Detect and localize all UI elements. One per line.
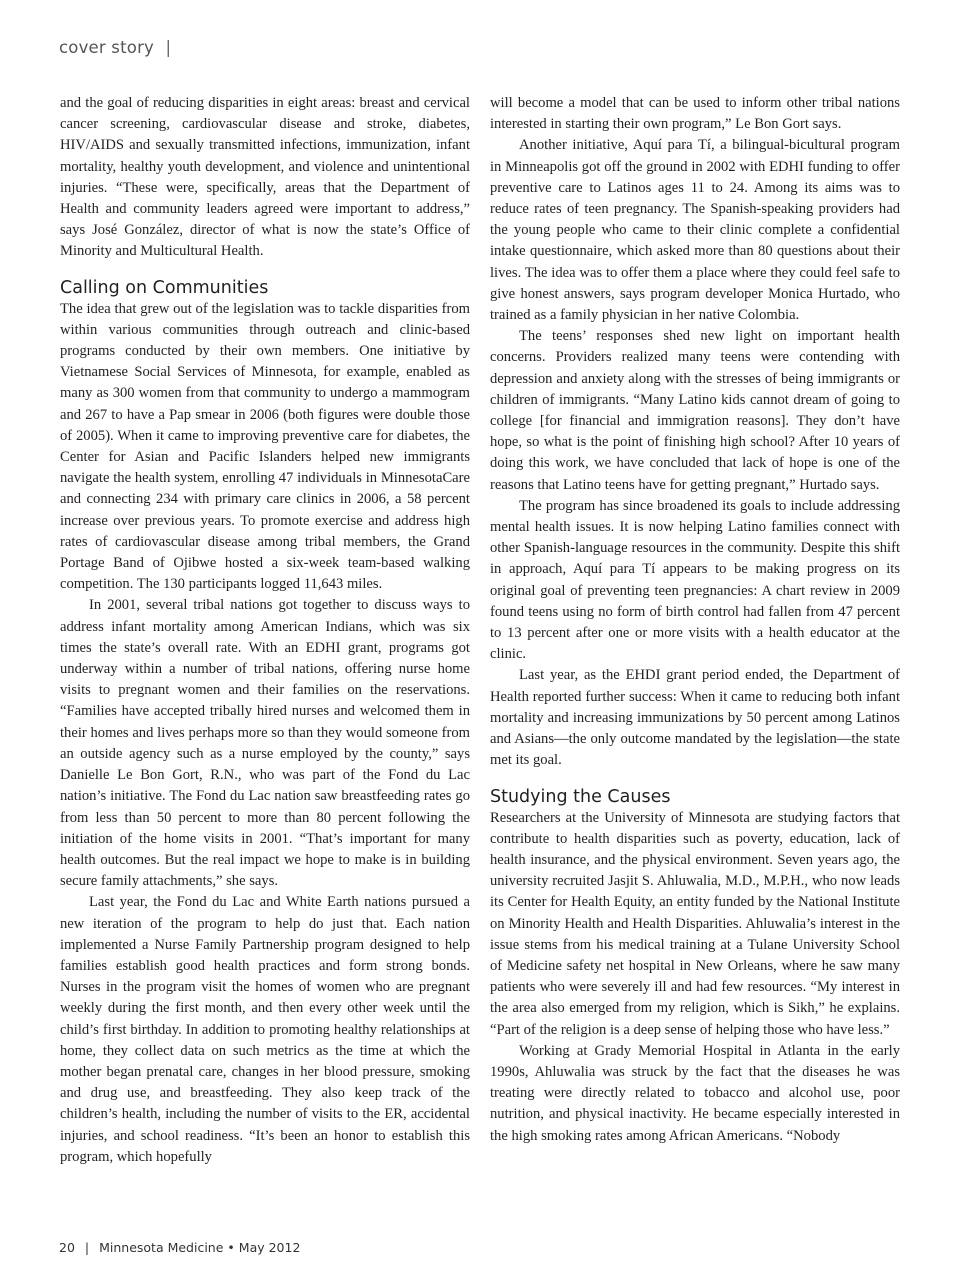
left-paragraph-4: Last year, the Fond du Lac and White Earth nations pursued a new iteration of the program to help do just that. Each nation implemented a Nurse Family Partnership program designed to help families establish good health practices and form strong bonds. Nurses in the program visit the homes of women who are pregnant weekly during the first month, and then every other week until the child’s first birthday. In addition to promoting healthy relationships at home, they collect data on such metrics as the time at which the mother began prenatal care, changes in her blood pressure, smoking and drug use, and breastfeeding. They also keep track of the children’s health, including the number of visits to the ER, accidental injuries, and school readiness. “It’s been an honor to establish this program, which hopefully [60, 894, 470, 1165]
left-paragraph-2: The idea that grew out of the legislation was to tackle disparities from within various communities through outreach and clinic-based programs conducted by their own members. One initiative by Vietnamese Social Services of Minnesota, for example, enabled as many as 300 women from that community to undergo a mammogram and 267 to have a Pap smear in 2006 (both figures were double those of 2005). When it came to improving preventive care for diabetes, the Center for Asian and Pacific Islanders helped new immigrants navigate the health system, enrolling 47 individuals in MinnesotaCare and connecting 234 with primary care clinics in 2006, a 58 percent increase over previous years. To promote exercise and address high rates of cardiovascular disease among tribal members, the Grand Portage Band of Ojibwe hosted a six-week team-based walking competition. The 130 participants logged 11,643 miles. [60, 300, 470, 593]
right-column [490, 93, 900, 1147]
page-number: 20 [59, 1240, 75, 1255]
footer-bullet: • [227, 1240, 235, 1255]
running-head-separator: | [165, 38, 172, 57]
right-paragraph-2: Another initiative, Aquí para Tí, a bilingual-bicultural program in Minneapolis got off the ground in 2002 with EDHI funding to offer preventive care to Latinos ages 11 to 24. Among its aims was to reduce rates of teen pregnancy. The Spanish-speaking providers had the young people who came to their clinic complete a confidential intake questionnaire, which asked more than 80 questions about their lives. The idea was to offer them a place where they could feel safe to give honest answers, says program developer Monica Hurtado, who trained as a family physician in her native Colombia. [490, 137, 900, 324]
page-footer [59, 1240, 300, 1255]
right-paragraph-7: Working at Grady Memorial Hospital in Atlanta in the early 1990s, Ahluwalia was struck by the fact that the diseases he was treating were directly related to tobacco and alcohol use, poor nutrition, and physical inactivity. He became especially interested in the high smoking rates among African Americans. “Nobody [490, 1042, 900, 1144]
right-paragraph-6: Researchers at the University of Minnesota are studying factors that contribute to health disparities such as poverty, education, lack of health insurance, and the physical environment. Seven years ago, the university recruited Jasjit S. Ahluwalia, M.D., M.P.H., who now leads its Center for Health Equity, an entity funded by the National Institute on Minority Health and Health Disparities. Ahluwalia’s interest in the issue stems from his medical training at a Tulane University School of Medicine safety net hospital in New Orleans, where he saw many patients who were severely ill and had few resources. “My interest in the area also emerged from my religion, which is Sikh,” he explains. “Part of the religion is a deep sense of helping those who have less.” [490, 809, 900, 1038]
right-paragraph-1: will become a model that can be used to inform other tribal nations interested in starting their own program,” Le Bon Gort says. [490, 95, 900, 133]
left-paragraph-3: In 2001, several tribal nations got together to discuss ways to address infant mortality among American Indians, which was six times the state’s overall rate. With an EDHI grant, programs got underway within a number of tribal nations, offering nurse home visits to pregnant women and their families on the reservations. “Families have accepted tribally hired nurses and welcomed them in their homes and lives perhaps more so than they would someone from an outside agency such as a nurse employed by the county,” says Danielle Le Bon Gort, R.N., who was part of the Fond du Lac nation’s initiative. The Fond du Lac nation saw breastfeeding rates go from less than 50 percent to more than 80 percent following the initiation of the home visits in 2001. “That’s important for many health outcomes. But the real impact we hope to make is in building secure family attachments,” she says. [60, 597, 470, 890]
right-paragraph-5: Last year, as the EHDI grant period ended, the Department of Health reported further success: When it came to reducing both infant mortality and increasing immunizations by 50 percent among Latinos and Asians—the only outcome mandated by the legislation—the state met its goal. [490, 667, 900, 769]
section-label: cover story [59, 38, 155, 57]
footer-separator: | [84, 1240, 90, 1255]
right-paragraph-3: The teens’ responses shed new light on important health concerns. Providers realized many teens were contending with depression and anxiety along with the stresses of being immigrants or children of immigrants. “Many Latino kids cannot dream of going to college [for financial and immigration reasons]. They don’t have hope, so what is the point of finishing high school? After 10 years of doing this work, we have concluded that lack of hope is one of the reasons that Latino teens have for getting pregnant,” Hurtado says. [490, 328, 900, 493]
right-paragraph-4: The program has since broadened its goals to include addressing mental health issues. It is now helping Latino families connect with other Spanish-language resources in the community. Despite this shift in approach, Aquí para Tí appears to be making progress on its original goal of preventing teen pregnancies: A chart review in 2009 found teens using no form of birth control had fallen from 47 percent to 13 percent after one or more visits with a health educator at the clinic. [490, 497, 900, 663]
left-paragraph-1: and the goal of reducing disparities in eight areas: breast and cervical cancer screening, cardiovascular disease and stroke, diabetes, HIV/AIDS and sexually transmitted infections, immunization, infant mortality, healthy youth development, and violence and unintentional injuries. “These were, specifically, areas that the Department of Health and community leaders agreed were important to address,” says José González, director of what is now the state’s Office of Minority and Multicultural Health. [60, 95, 470, 260]
section-heading-calling-on-communities: Calling on Communities [60, 277, 269, 298]
running-head [59, 38, 171, 57]
publication-name: Minnesota Medicine [99, 1240, 224, 1255]
left-column [60, 93, 470, 1168]
section-heading-studying-the-causes: Studying the Causes [490, 786, 671, 807]
issue-date: May 2012 [238, 1240, 301, 1255]
